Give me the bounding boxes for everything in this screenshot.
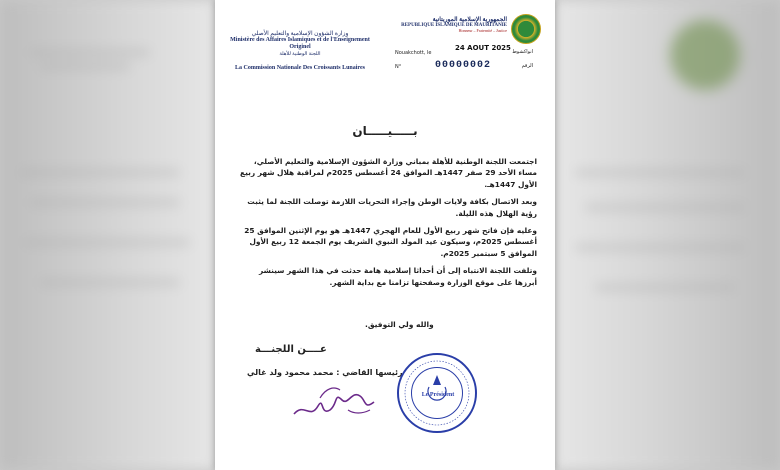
official-stamp-icon — [397, 353, 477, 433]
committee-french: La Commission Nationale Des Croissants Lunaires — [235, 65, 365, 71]
statement-body — [237, 156, 537, 294]
date-label-arabic: انواكشوط — [512, 49, 533, 55]
signature-icon — [290, 380, 380, 422]
ministry-french: Ministère des Affaires Islamiques et de l'Enseignement Originel — [230, 37, 370, 50]
document-page — [215, 0, 555, 470]
document-date: 24 AOUT 2025 — [455, 44, 511, 52]
national-emblem-icon — [511, 14, 541, 44]
chairman-line: رئيسها القاضي : محمد محمود ولد غالي — [247, 368, 403, 377]
paragraph-4: وتلفت اللجنة الانتباه إلى أن أحداثا إسلامية هامة حدثت في هذا الشهر سينشر أبرزها على موقع الوزارة وصفحتها تزامنا مع بداية الشهر. — [259, 266, 537, 287]
committee-arabic: اللجنة الوطنية للأهلة — [279, 52, 321, 57]
paragraph-2: وبعد الاتصال بكافة ولايات الوطن وإجراء التحريات اللازمة توصلت اللجنة لما يثبت رؤية الهلال هذه الليلة. — [247, 197, 537, 218]
paragraph-1: اجتمعت اللجنة الوطنية للأهلة بمباني وزارة الشؤون الإسلامية والتعليم الأصلي، مساء الأحد 29 صفر 1447هـ الموافق 24 أغسطس 2025م لمراقبة هلال شهر ربيع الأول 1447هـ. — [240, 157, 537, 189]
blurred-background-right — [555, 0, 780, 470]
national-motto: Honneur – Fraternité – Justice — [458, 28, 507, 33]
header-left — [225, 30, 375, 71]
document-title: بـــــيـــــان — [352, 124, 418, 138]
closing-phrase: والله ولي التوفيق. — [365, 320, 434, 329]
republic-arabic: الجمهورية الإسلامية الموريتانية — [432, 17, 507, 23]
stamp-text: Le Président — [421, 392, 455, 398]
blurred-background-left — [0, 0, 215, 470]
header-right — [397, 16, 507, 33]
committee-label: عــــن اللجنـــة — [255, 344, 327, 355]
ministry-arabic: وزارة الشؤون الإسلامية والتعليم الأصلي — [251, 31, 349, 37]
date-label-french: Nouakchott, le — [395, 50, 432, 56]
paragraph-3: وعليه فإن فاتح شهر ربيع الأول للعام الهجري 1447هـ هو يوم الإثنين الموافق 25 أغسطس 2025م، وسيكون عيد المولد النبوي الشريف يوم الجمعة 12 ربيع الأول الموافق 5 سبتمبر 2025م. — [244, 226, 537, 258]
number-label-arabic: الرقم — [521, 63, 533, 69]
republic-french: REPUBLIQUE ISLAMIQUE DE MAURITANIE — [401, 23, 507, 28]
document-number: 00000002 — [435, 60, 492, 71]
number-label-french: N° — [395, 64, 402, 70]
